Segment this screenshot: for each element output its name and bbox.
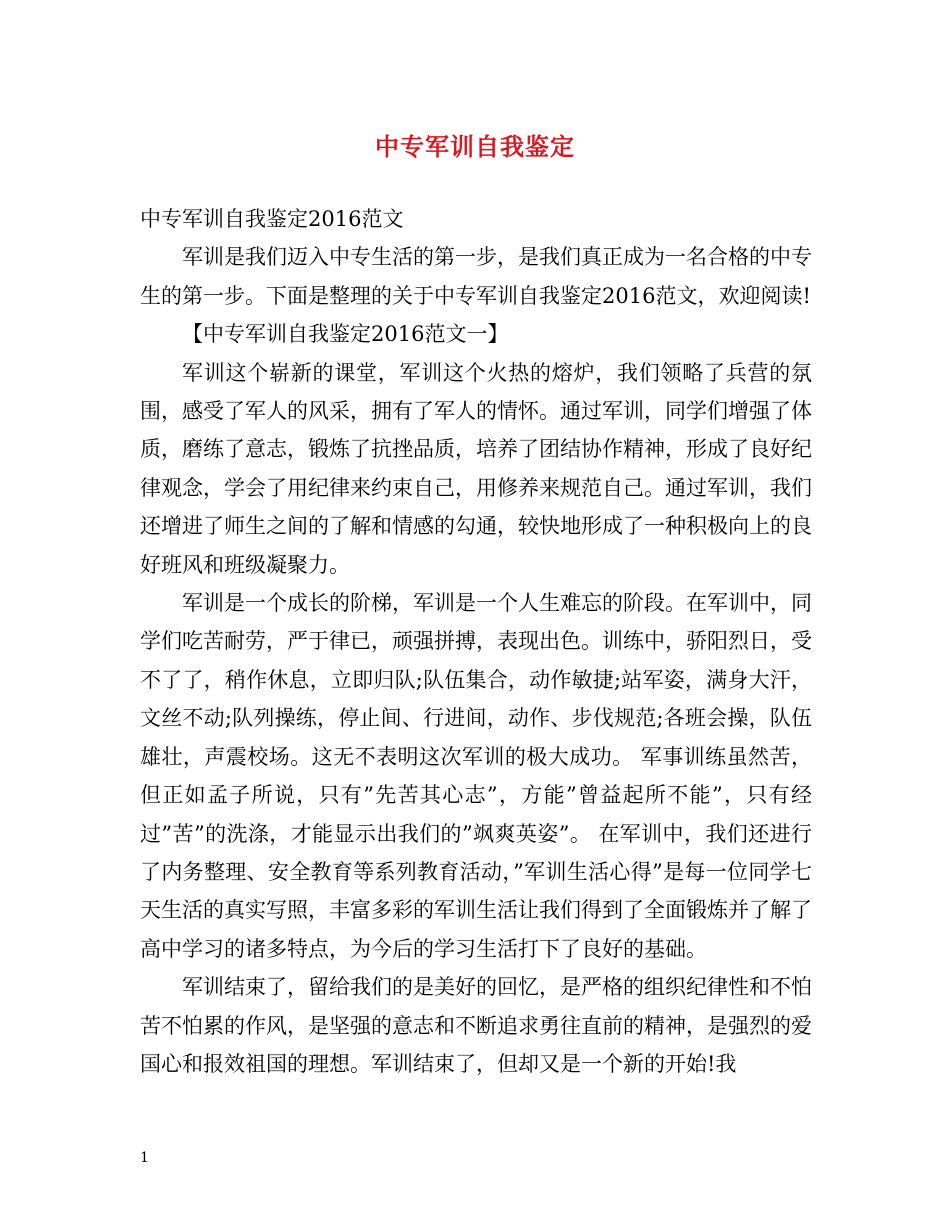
body-paragraph: 军训这个崭新的课堂，军训这个火热的熔炉，我们领略了兵营的氛围，感受了军人的风采，拥有了军人的情怀。通过军训，同学们增强了体质，磨练了意志，锻炼了抗挫品质，培养了团结协作精神，形成了良好纪律观念，学会了用纪律来约束自己，用修养来规范自己。通过军训，我们还增进了师生之间的了解和情感的勾通，较快地形成了一种积极向上的良好班风和班级凝聚力。 <box>140 360 812 577</box>
body-paragraph: 军训是一个成长的阶梯，军训是一个人生难忘的阶段。在军训中，同学们吃苦耐劳，严于律已，顽强拼搏，表现出色。训练中，骄阳烈日，受不了了，稍作休息，立即归队;队伍集合，动作敏捷;站军姿，满身大汗，文丝不动;队列操练，停止间、行进间，动作、步伐规范;各班会操，队伍雄壮，声震校场。这无不表明这次军训的极大成功。 军事训练虽然苦，但正如孟子所说，只有”先苦其心志”，方能”曾益起所不能”，只有经过”苦”的洗涤，才能显示出我们的”飒爽英姿”。 在军训中，我们还进行了内务整理、安全教育等系列教育活动，”军训生活心得”是每一位同学七天生活的真实写照，丰富多彩的军训生活让我们得到了全面锻炼并了解了高中学习的诸多特点，为今后的学习生活打下了良好的基础。 <box>140 591 812 961</box>
document-body <box>140 200 812 1083</box>
document-title: 中专军训自我鉴定 <box>375 132 575 161</box>
subtitle-line: 中专军训自我鉴定2016范文 <box>140 207 404 231</box>
section-heading: 【中专军训自我鉴定2016范文一】 <box>182 322 509 347</box>
intro-paragraph: 军训是我们迈入中专生活的第一步，是我们真正成为一名合格的中专生的第一步。下面是整理的关于中专军训自我鉴定2016范文，欢迎阅读! <box>140 245 812 308</box>
body-paragraph: 军训结束了，留给我们的是美好的回忆，是严格的组织纪律性和不怕苦不怕累的作风，是坚强的意志和不断追求勇往直前的精神，是强烈的爱国心和报效祖国的理想。军训结束了，但却又是一个新的开始!我 <box>140 975 812 1076</box>
page-number: 1 <box>140 1150 149 1166</box>
